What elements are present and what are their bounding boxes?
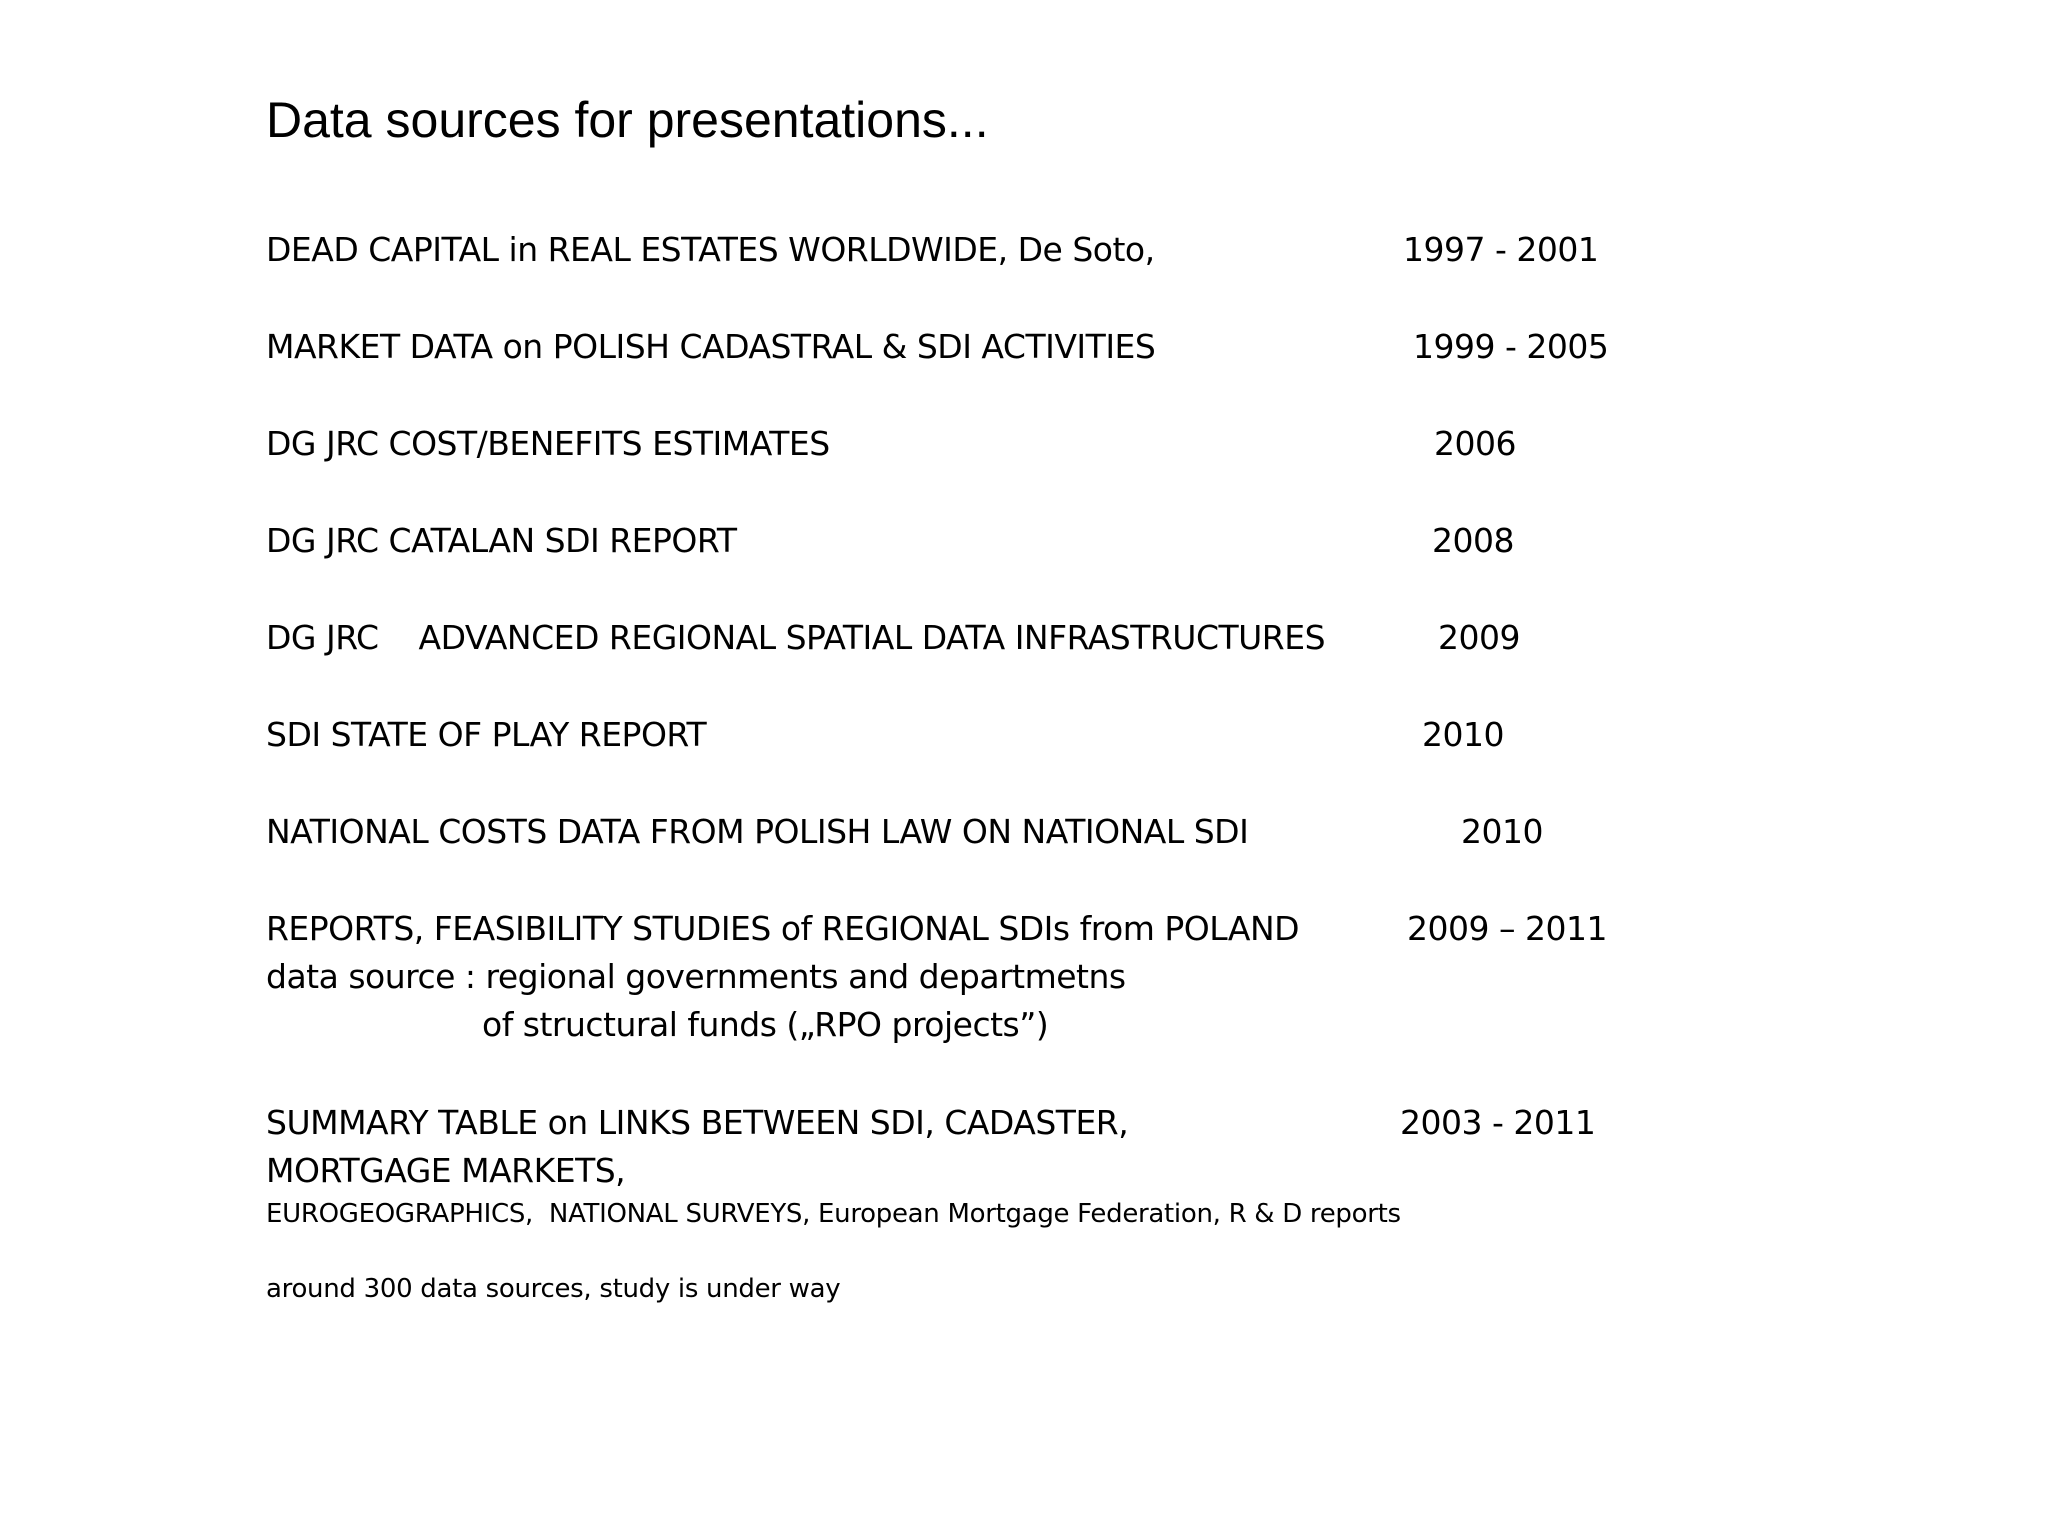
source-label: SUMMARY TABLE on LINKS BETWEEN SDI, CADASTER, bbox=[266, 1103, 1129, 1142]
source-label: REPORTS, FEASIBILITY STUDIES of REGIONAL SDIs from POLAND bbox=[266, 909, 1300, 948]
source-detail-small: EUROGEOGRAPHICS, NATIONAL SURVEYS, European Mortgage Federation, R & D reports bbox=[266, 1199, 1401, 1229]
source-detail: data source : regional governments and departmetns bbox=[266, 957, 1126, 996]
source-label: DEAD CAPITAL in REAL ESTATES WORLDWIDE, De Soto, bbox=[266, 230, 1155, 269]
source-detail: MORTGAGE MARKETS, bbox=[266, 1151, 626, 1190]
source-label: SDI STATE OF PLAY REPORT bbox=[266, 715, 707, 754]
source-years: 1999 - 2005 bbox=[1413, 327, 1609, 366]
source-label: DG JRC CATALAN SDI REPORT bbox=[266, 521, 737, 560]
source-years: 2009 – 2011 bbox=[1407, 909, 1607, 948]
source-years: 2009 bbox=[1438, 618, 1520, 657]
source-label: DG JRC ADVANCED REGIONAL SPATIAL DATA INFRASTRUCTURES bbox=[266, 618, 1326, 657]
source-years: 2010 bbox=[1422, 715, 1504, 754]
slide-title: Data sources for presentations... bbox=[266, 92, 989, 148]
source-detail: of structural funds („RPO projects”) bbox=[482, 1005, 1049, 1044]
source-years: 2008 bbox=[1432, 521, 1514, 560]
source-label: NATIONAL COSTS DATA FROM POLISH LAW ON NATIONAL SDI bbox=[266, 812, 1249, 851]
footer-note: around 300 data sources, study is under way bbox=[266, 1274, 841, 1304]
source-label: DG JRC COST/BENEFITS ESTIMATES bbox=[266, 424, 830, 463]
source-years: 2006 bbox=[1434, 424, 1516, 463]
source-years: 2003 - 2011 bbox=[1400, 1103, 1596, 1142]
source-years: 2010 bbox=[1461, 812, 1543, 851]
source-label: MARKET DATA on POLISH CADASTRAL & SDI ACTIVITIES bbox=[266, 327, 1156, 366]
source-years: 1997 - 2001 bbox=[1403, 230, 1599, 269]
